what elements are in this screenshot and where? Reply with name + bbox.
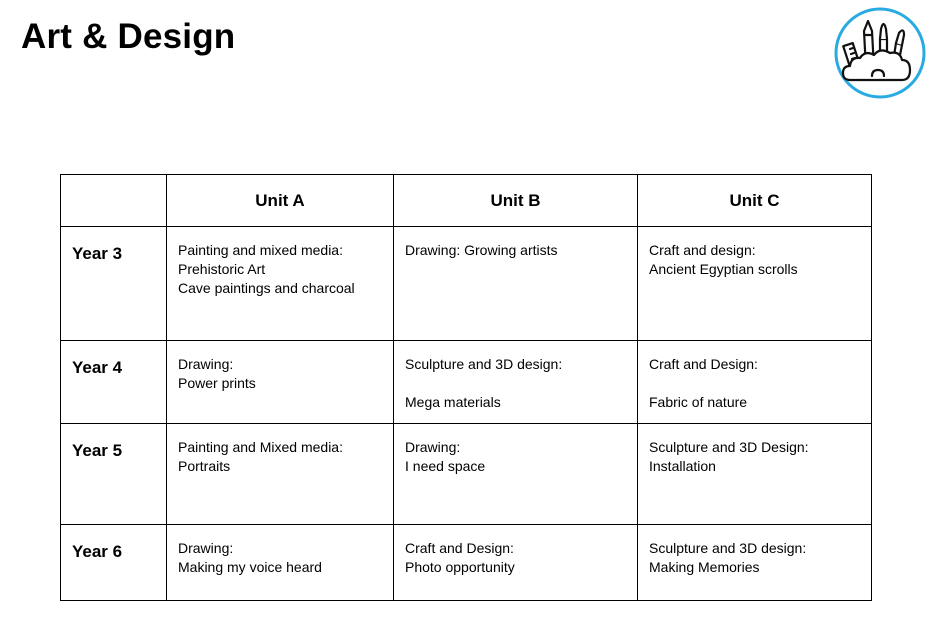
cell-line: Fabric of nature	[649, 394, 748, 410]
cell-line: Drawing:	[178, 540, 234, 556]
cell-line: Sculpture and 3D design:	[405, 356, 563, 372]
unit-b-cell	[394, 341, 638, 424]
table-header-row	[61, 175, 872, 227]
cell-line: Drawing:	[178, 356, 234, 372]
cell-line: Installation	[649, 458, 716, 474]
curriculum-table	[60, 174, 872, 601]
year-label: Year 6	[61, 525, 167, 601]
cell-line	[405, 374, 627, 393]
cell-line: Sculpture and 3D design:	[649, 540, 807, 556]
unit-b-cell	[394, 424, 638, 525]
unit-c-cell	[638, 525, 872, 601]
unit-c-cell	[638, 424, 872, 525]
year-label: Year 4	[61, 341, 167, 424]
cell-line: Photo opportunity	[405, 559, 515, 575]
cell-line: Drawing: Growing artists	[405, 242, 558, 258]
cell-line: Prehistoric Art	[178, 261, 266, 277]
table-row	[61, 227, 872, 341]
header-cell-unit-b: Unit B	[394, 175, 638, 227]
cell-line: Cave paintings and charcoal	[178, 280, 355, 296]
unit-a-cell	[167, 525, 394, 601]
cell-line: Ancient Egyptian scrolls	[649, 261, 798, 277]
unit-c-cell	[638, 227, 872, 341]
cell-line: Craft and design:	[649, 242, 756, 258]
unit-b-cell	[394, 525, 638, 601]
unit-a-cell	[167, 341, 394, 424]
page-title: Art & Design	[21, 17, 236, 56]
table-row	[61, 424, 872, 525]
unit-a-cell	[167, 424, 394, 525]
year-label: Year 5	[61, 424, 167, 525]
table-row	[61, 525, 872, 601]
cell-line	[649, 374, 861, 393]
cell-line: Painting and mixed media:	[178, 242, 343, 258]
cell-line: I need space	[405, 458, 486, 474]
unit-a-cell	[167, 227, 394, 341]
cell-line: Craft and Design:	[405, 540, 514, 556]
cell-line: Power prints	[178, 375, 256, 391]
cell-line: Making my voice heard	[178, 559, 322, 575]
cell-line: Making Memories	[649, 559, 760, 575]
header-cell-unit-a: Unit A	[167, 175, 394, 227]
year-label: Year 3	[61, 227, 167, 341]
header-cell-empty	[61, 175, 167, 227]
cell-line: Drawing:	[405, 439, 461, 455]
cell-line: Portraits	[178, 458, 231, 474]
cell-line: Mega materials	[405, 394, 501, 410]
header-cell-unit-c: Unit C	[638, 175, 872, 227]
unit-b-cell	[394, 227, 638, 341]
cell-line: Sculpture and 3D Design:	[649, 439, 809, 455]
cell-line: Craft and Design:	[649, 356, 758, 372]
unit-c-cell	[638, 341, 872, 424]
art-supplies-cloud-icon	[834, 7, 926, 99]
table-row	[61, 341, 872, 424]
cell-line: Painting and Mixed media:	[178, 439, 343, 455]
